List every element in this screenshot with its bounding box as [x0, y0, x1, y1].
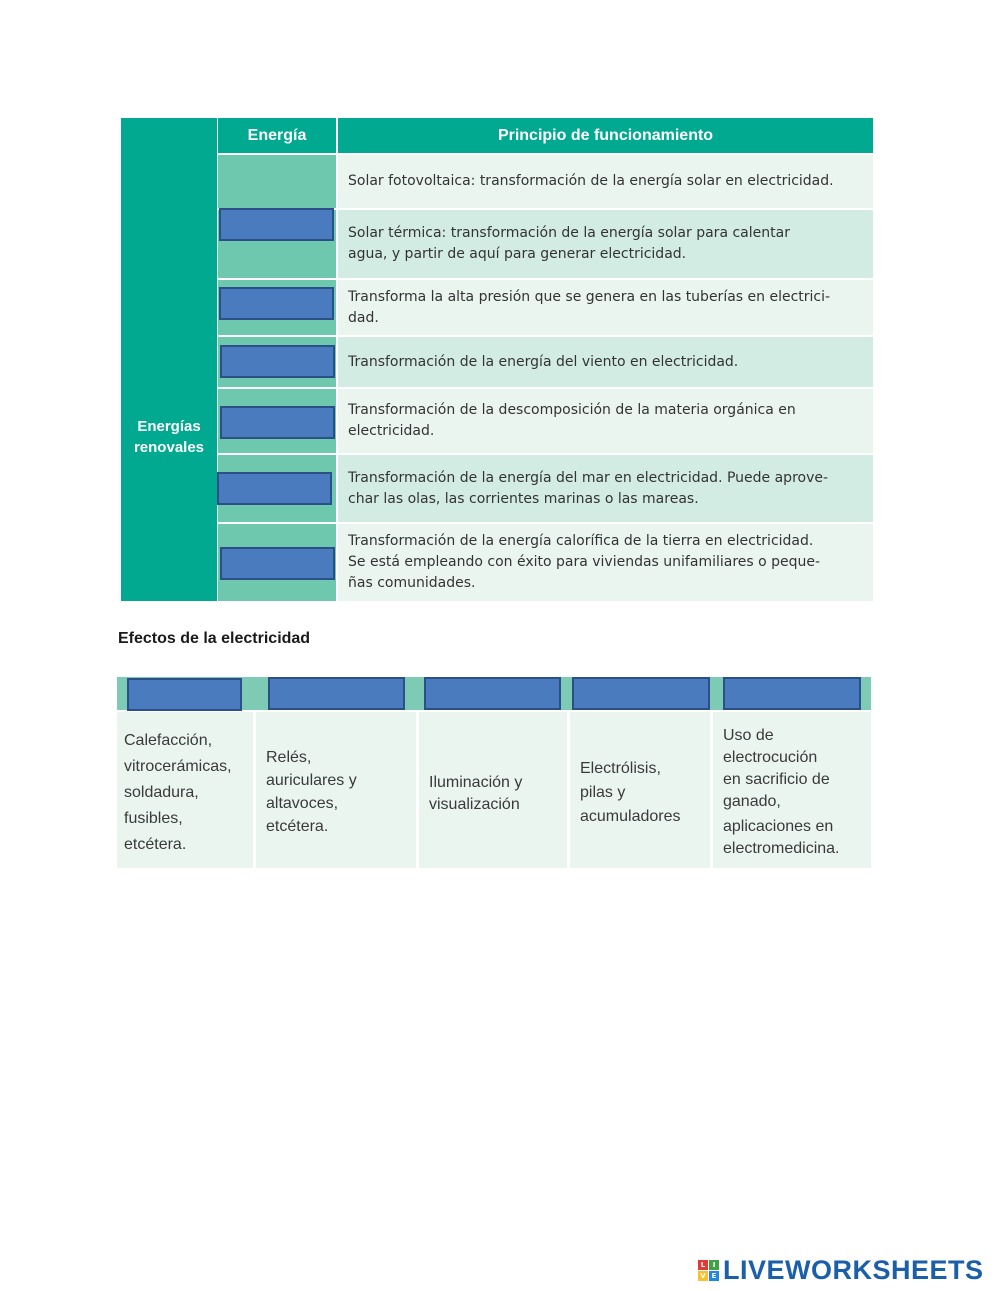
effect-cell: Uso de electrocución en sacrificio de ganado, aplicaciones en electromedicina.	[713, 712, 871, 868]
liveworksheets-logo	[698, 1255, 984, 1285]
principle-row: Transformación de la descomposición de la materia orgánica en electricidad.	[338, 389, 873, 453]
answer-blank-energy-5[interactable]	[220, 406, 335, 439]
effects-heading: Efectos de la electricidad	[118, 630, 311, 647]
answer-blank-effect-4[interactable]	[572, 677, 710, 710]
effect-cell: Iluminación y visualización	[419, 712, 567, 868]
logo-mark-icon: L I V E	[698, 1260, 719, 1281]
answer-blank-energy-4[interactable]	[220, 345, 335, 378]
answer-blank-energy-2[interactable]	[219, 208, 334, 241]
principle-row: Solar fotovoltaica: transformación de la energía solar en electricidad.	[338, 155, 873, 208]
energy-cell	[218, 155, 336, 208]
principle-row: Transformación de la energía del mar en electricidad. Puede aprove- char las olas, las corrientes marinas o las mareas.	[338, 455, 873, 522]
effect-cell: Electrólisis, pilas y acumuladores	[570, 712, 710, 868]
header-energy: Energía	[218, 118, 336, 153]
effect-cell: Calefacción, vitrocerámicas, soldadura, fusibles, etcétera.	[117, 712, 253, 868]
principle-row: Transformación de la energía calorífica de la tierra en electricidad. Se está empleando con éxito para viviendas unifamiliares o peque- ñas comunidades.	[338, 524, 873, 601]
answer-blank-effect-1[interactable]	[127, 678, 242, 711]
principle-row: Transformación de la energía del viento en electricidad.	[338, 337, 873, 387]
answer-blank-effect-2[interactable]	[268, 677, 405, 710]
principle-row: Solar térmica: transformación de la energía solar para calentar agua, y partir de aquí para generar electricidad.	[338, 210, 873, 278]
side-category-label: Energías renovales	[133, 418, 205, 456]
answer-blank-effect-3[interactable]	[424, 677, 561, 710]
answer-blank-effect-5[interactable]	[723, 677, 861, 710]
logo-text: LIVEWORKSHEETS	[723, 1254, 984, 1285]
principle-row: Transforma la alta presión que se genera en las tuberías en electrici- dad.	[338, 280, 873, 335]
answer-blank-energy-7[interactable]	[220, 547, 335, 580]
answer-blank-energy-6[interactable]	[217, 472, 332, 505]
effect-cell: Relés, auriculares y altavoces, etcétera.	[256, 712, 416, 868]
header-principle: Principio de funcionamiento	[338, 118, 873, 153]
side-category-cell	[121, 118, 217, 601]
answer-blank-energy-3[interactable]	[219, 287, 334, 320]
